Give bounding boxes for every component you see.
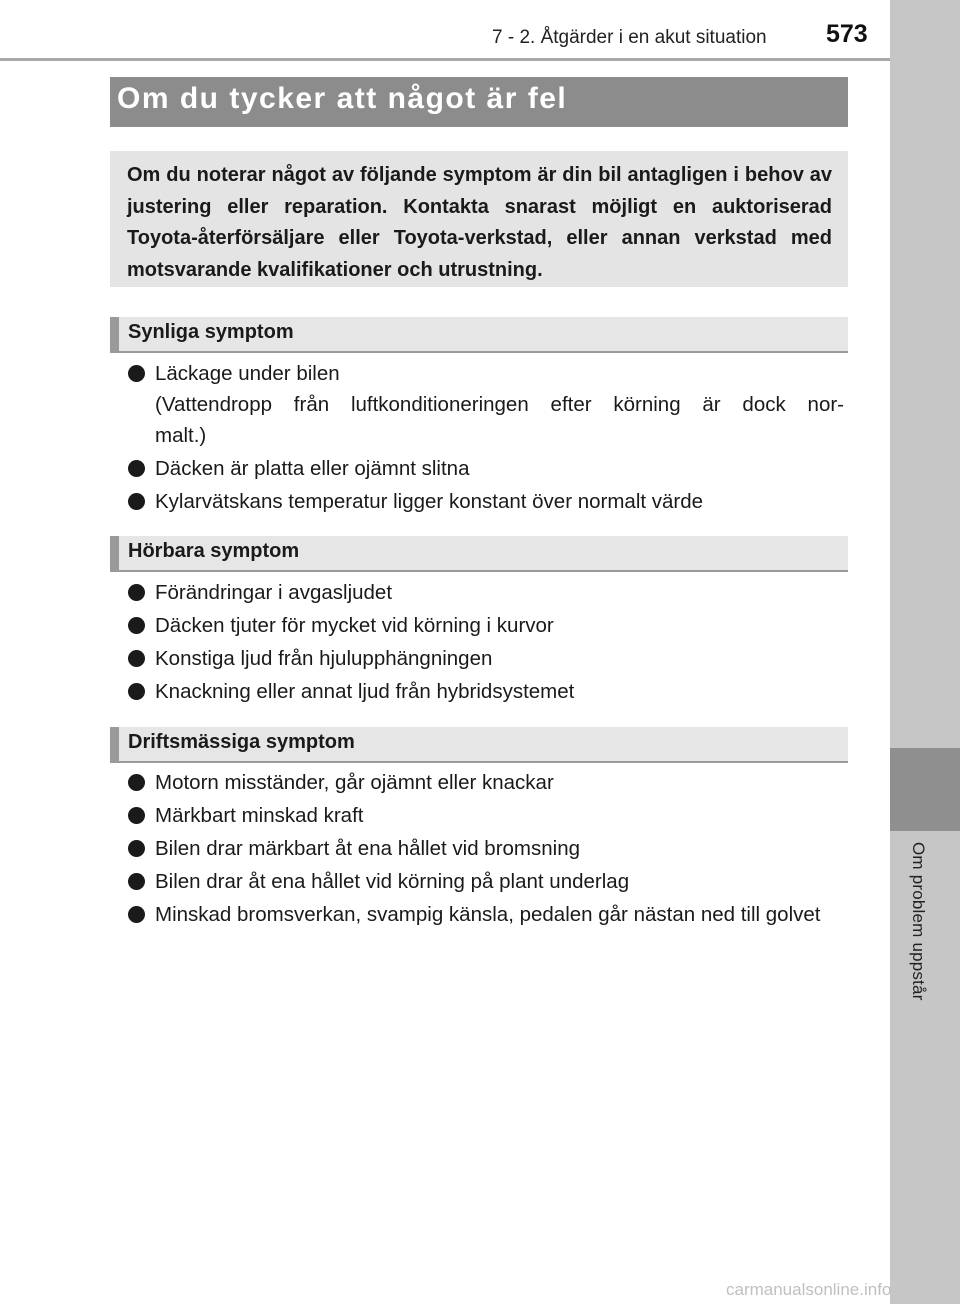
list-item-text: Däcken tjuter för mycket vid körning i kurvor xyxy=(155,614,554,637)
bullet-icon xyxy=(128,873,145,890)
chapter-number-box xyxy=(890,748,960,831)
list-item xyxy=(128,453,844,484)
list-item-text: Däcken är platta eller ojämnt slitna xyxy=(155,457,470,480)
bullet-icon xyxy=(128,365,145,382)
list-item-text: Bilen drar åt ena hållet vid körning på plant underlag xyxy=(155,870,630,893)
list-item xyxy=(128,643,844,674)
list-item-text: Kylarvätskans temperatur ligger konstant över normalt värde xyxy=(155,490,704,513)
list-item-text: Knackning eller annat ljud från hybridsystemet xyxy=(155,680,575,703)
bullet-icon xyxy=(128,906,145,923)
list-item xyxy=(128,767,844,798)
chapter-number: 7 xyxy=(29,772,40,792)
list-item xyxy=(128,800,844,831)
list-item-text: Konstiga ljud från hjulupphängningen xyxy=(155,647,493,670)
list-item xyxy=(128,899,844,930)
bullet-icon xyxy=(128,460,145,477)
section-heading-audible xyxy=(110,536,848,572)
list-item-text: Märkbart minskad kraft xyxy=(155,804,364,827)
section-heading-visible xyxy=(110,317,848,353)
chapter-label: Om problem uppstår xyxy=(909,842,928,1001)
page-title: Om du tycker att något är fel xyxy=(117,82,568,115)
bullet-icon xyxy=(128,774,145,791)
list-item xyxy=(128,833,844,864)
list-item-text: Minskad bromsverkan, svampig känsla, pedalen går nästan ned till golvet xyxy=(155,903,821,926)
list-item-note-end: malt.) xyxy=(155,424,207,447)
bullet-icon xyxy=(128,493,145,510)
header-divider xyxy=(0,58,890,61)
bullet-icon xyxy=(128,650,145,667)
list-item xyxy=(128,577,844,608)
chapter-side-tab xyxy=(890,0,960,1304)
bullet-icon xyxy=(128,840,145,857)
bullet-list-audible xyxy=(128,577,844,709)
list-item-text: Läckage under bilen xyxy=(155,362,340,385)
bullet-list-visible xyxy=(128,358,844,519)
section-title: Driftsmässiga symptom xyxy=(128,731,355,753)
bullet-icon xyxy=(128,683,145,700)
list-item-note: (Vattendropp från luftkonditioneringen efter körning är dock nor- xyxy=(155,393,844,416)
list-item-text: Förändringar i avgasljudet xyxy=(155,581,393,604)
bullet-icon xyxy=(128,807,145,824)
list-item xyxy=(128,486,844,517)
list-item xyxy=(128,610,844,641)
header-section-title: 7 - 2. Åtgärder i en akut situation xyxy=(492,27,767,48)
intro-box xyxy=(110,151,848,287)
bullet-icon xyxy=(128,617,145,634)
watermark-text: carmanualsonline.info xyxy=(726,1280,892,1299)
list-item-text: Bilen drar märkbart åt ena hållet vid bromsning xyxy=(155,837,581,860)
section-title: Hörbara symptom xyxy=(128,540,300,562)
section-title: Synliga symptom xyxy=(128,321,294,343)
list-item-text: Motorn misständer, går ojämnt eller knackar xyxy=(155,771,554,794)
bullet-list-operational xyxy=(128,767,844,932)
intro-text: Om du noterar något av följande symptom är din bil antagligen i behov av justering eller reparation. Kontakta snarast möjligt en auktoriserad Toyota-återförsäljare eller Toyota-verkstad, eller annan verkstad med motsvarande kvalifikationer och utrustning. xyxy=(127,164,832,281)
list-item xyxy=(128,676,844,707)
page-number: 573 xyxy=(826,20,868,48)
section-heading-operational xyxy=(110,727,848,763)
list-item xyxy=(128,358,844,451)
bullet-icon xyxy=(128,584,145,601)
list-item xyxy=(128,866,844,897)
